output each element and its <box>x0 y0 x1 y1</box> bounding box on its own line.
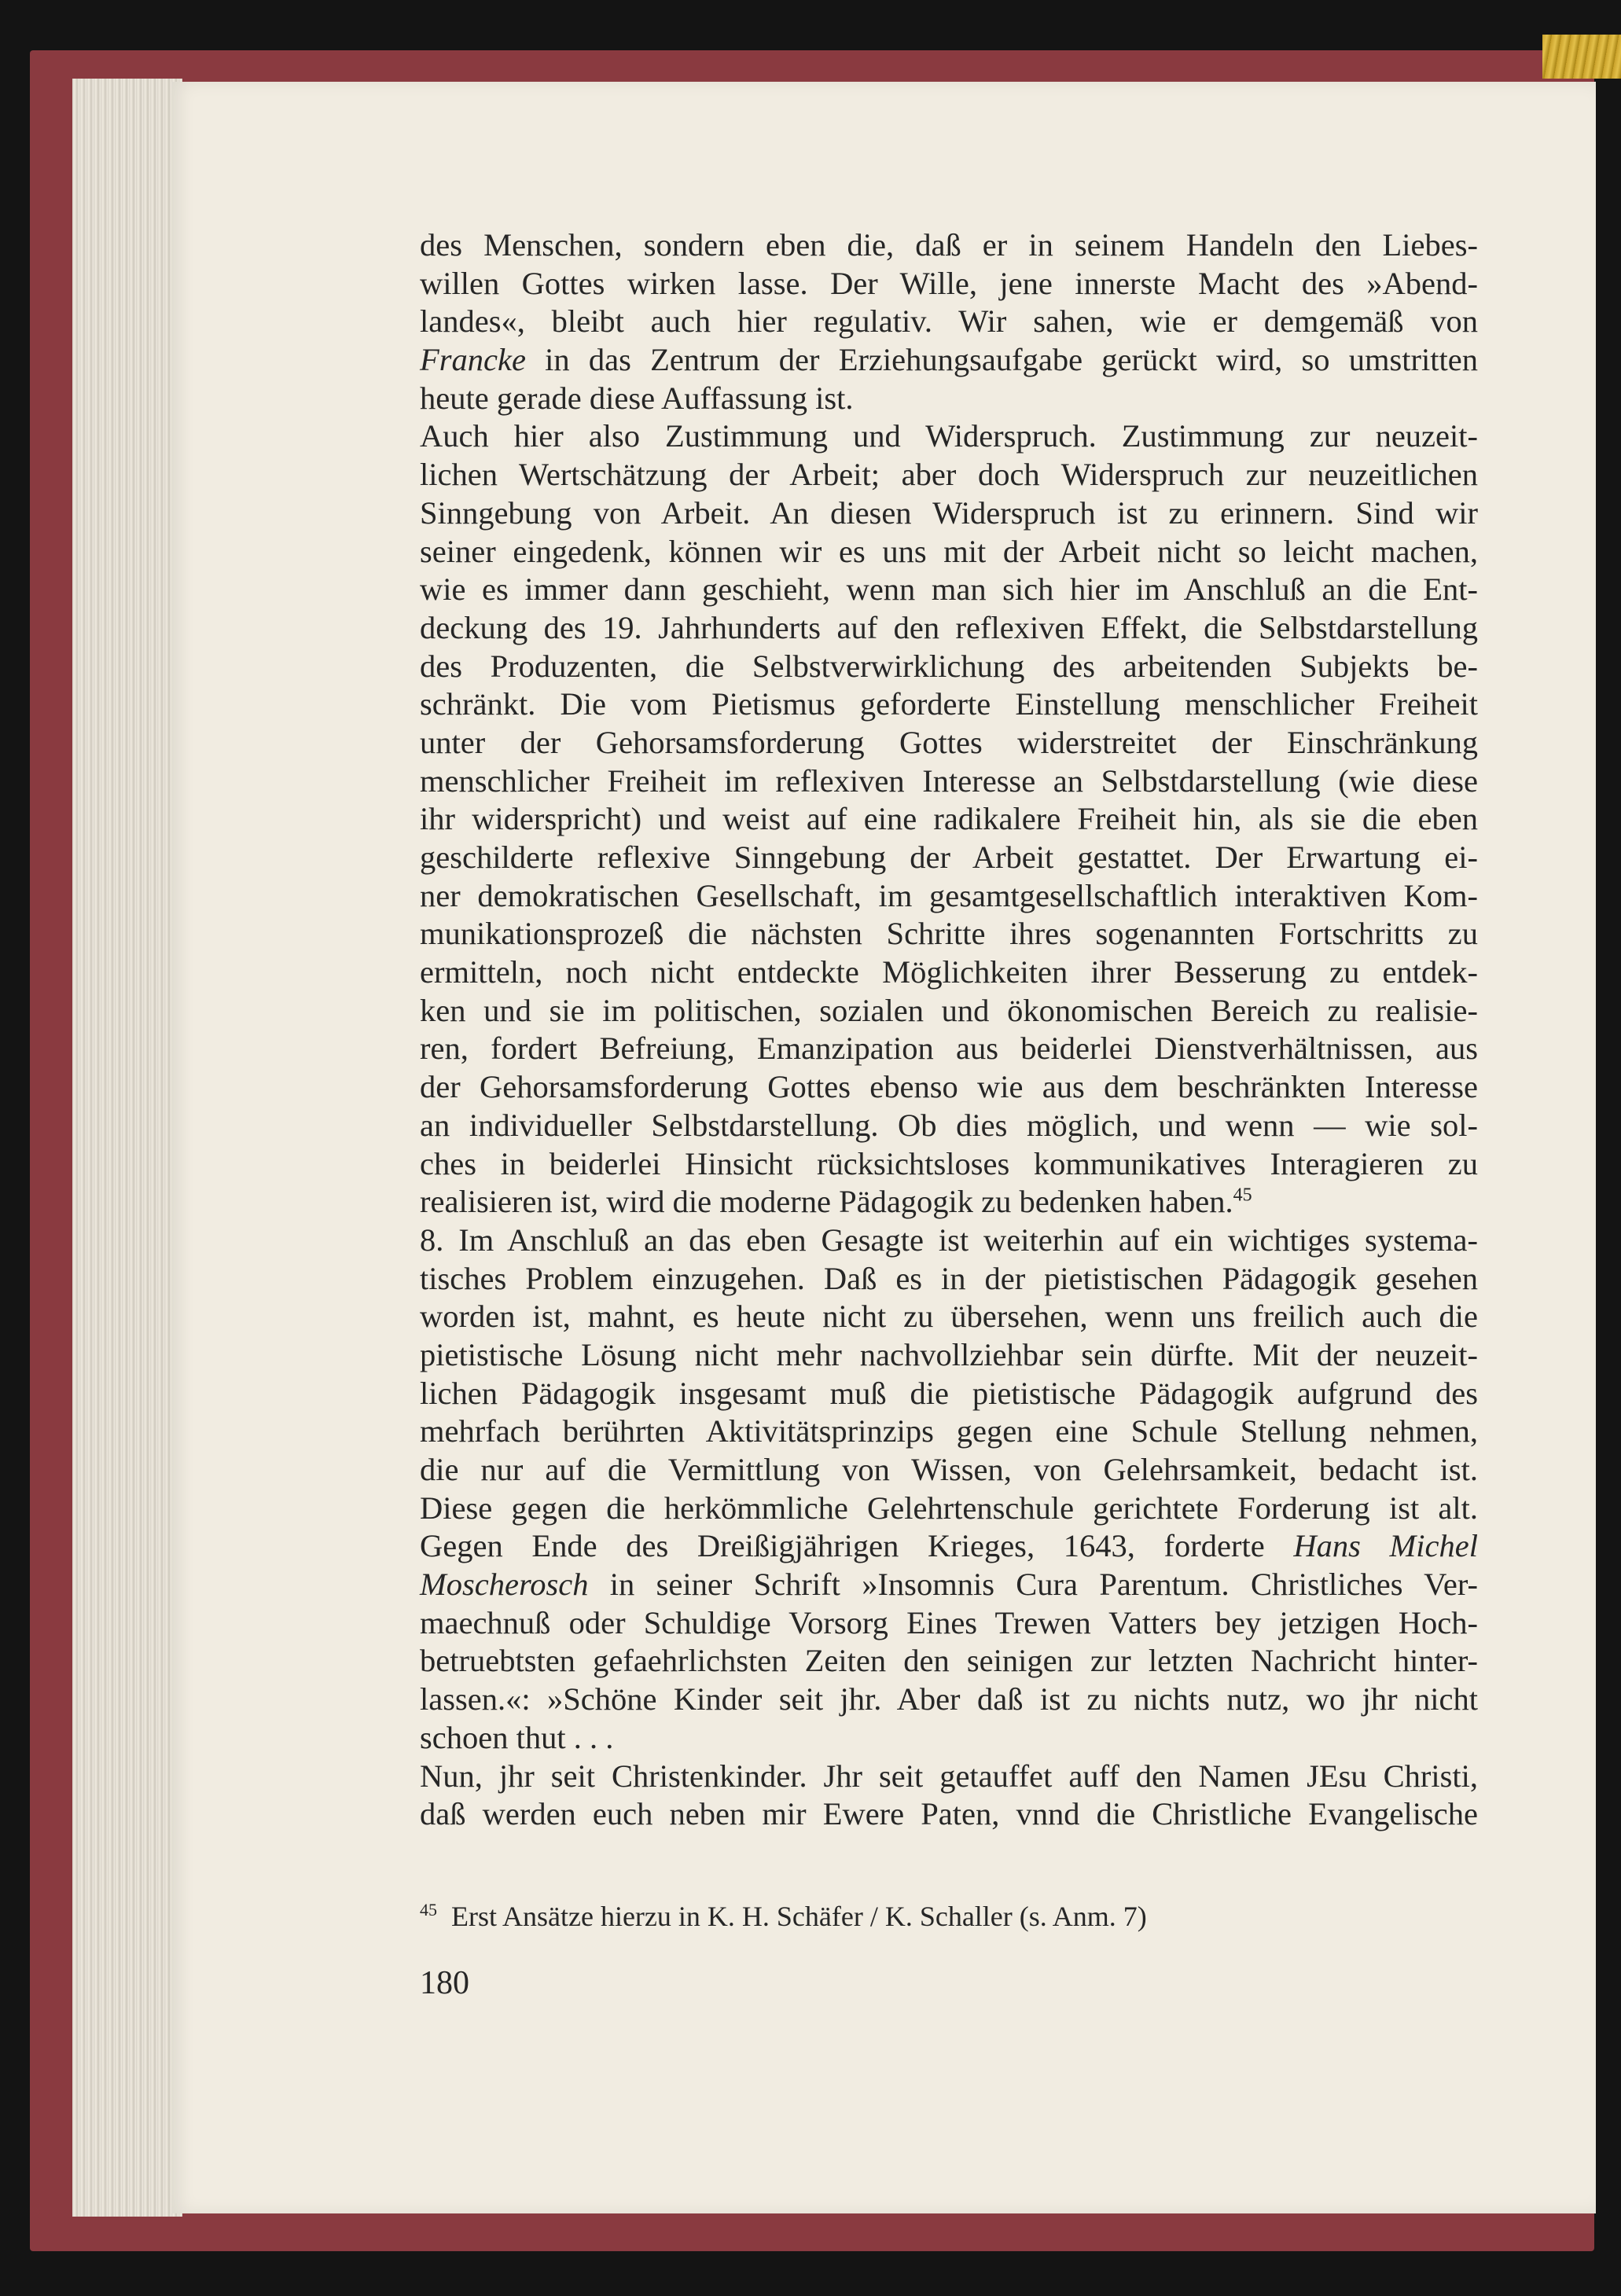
text-line <box>420 1221 1478 1260</box>
text-line <box>420 1795 1478 1834</box>
text-line <box>420 724 1478 762</box>
text-run: ihr widerspricht) und weist auf eine radikalere Freiheit hin, als sie die eben <box>420 801 1478 837</box>
footnote-mark: 45 <box>420 1900 437 1919</box>
text-line <box>420 800 1478 839</box>
text-line <box>420 303 1478 341</box>
text-line <box>420 380 1478 418</box>
text-run: Diese gegen die herkömmliche Gelehrtenschule gerichtete Forderung ist alt. <box>420 1490 1478 1526</box>
text-line <box>420 1375 1478 1413</box>
text-run: menschlicher Freiheit im reflexiven Interesse an Selbstdarstellung (wie diese <box>420 762 1478 799</box>
text-line <box>420 1145 1478 1184</box>
text-run: in seiner Schrift »Insomnis Cura Parentum. Christliches Ver- <box>588 1567 1478 1603</box>
text-line <box>420 1107 1478 1145</box>
footnote-reference[interactable]: 45 <box>1233 1185 1252 1206</box>
text-run: Gegen Ende des Dreißigjährigen Krieges, 1643, forderte <box>420 1528 1294 1564</box>
text-line <box>420 1412 1478 1451</box>
text-run: lichen Pädagogik insgesamt muß die pietistische Pädagogik aufgrund des <box>420 1375 1478 1411</box>
text-line <box>420 494 1478 533</box>
text-run: die nur auf die Vermittlung von Wissen, von Gelehrsamkeit, bedacht ist. <box>420 1452 1478 1487</box>
text-run: Nun, jhr seit Christenkinder. Jhr seit getauffet auff den Namen JEsu Christi, <box>420 1758 1478 1794</box>
text-line <box>420 533 1478 571</box>
text-line <box>420 1298 1478 1336</box>
text-line <box>420 685 1478 724</box>
text-line <box>420 648 1478 686</box>
text-line <box>420 1681 1478 1719</box>
text-line <box>420 417 1478 456</box>
text-line <box>420 1642 1478 1681</box>
text-line <box>420 953 1478 992</box>
ribbon-bookmark <box>1542 35 1621 79</box>
text-line <box>420 456 1478 494</box>
text-run: worden ist, mahnt, es heute nicht zu übersehen, wenn uns freilich auch die <box>420 1299 1478 1335</box>
text-run: lassen.«: »Schöne Kinder seit jhr. Aber daß ist zu nichts nutz, wo jhr nicht <box>420 1681 1478 1717</box>
text-run: der Gehorsamsforderung Gottes ebenso wie aus dem beschränkten Interesse <box>420 1069 1478 1105</box>
text-run: 8. Im Anschluß an das eben Gesagte ist weiterhin auf ein wichtiges systema- <box>420 1221 1478 1258</box>
text-run: mehrfach berührten Aktivitätsprinzips gegen eine Schule Stellung nehmen, <box>420 1413 1478 1449</box>
text-run: deckung des 19. Jahrhunderts auf den reflexiven Effekt, die Selbstdarstellung <box>420 609 1478 645</box>
text-run: schoen thut . . . <box>420 1719 614 1755</box>
text-line <box>420 609 1478 648</box>
text-run: schränkt. Die vom Pietismus geforderte Einstellung menschlicher Freiheit <box>420 686 1478 722</box>
page-number: 180 <box>420 1965 469 2001</box>
text-line <box>420 1451 1478 1490</box>
text-run: lichen Wertschätzung der Arbeit; aber doch Widerspruch zur neuzeitlichen <box>420 457 1478 493</box>
text-line <box>420 1490 1478 1528</box>
text-run: Auch hier also Zustimmung und Widerspruch. Zustimmung zur neuzeit- <box>420 418 1478 454</box>
text-run: ner demokratischen Gesellschaft, im gesamtgesellschaftlich interaktiven Kom- <box>420 877 1478 913</box>
text-run: an individueller Selbstdarstellung. Ob dies möglich, und wenn — wie sol- <box>420 1107 1478 1143</box>
text-line <box>420 571 1478 609</box>
text-run: Sinngebung von Arbeit. An diesen Widerspruch ist zu erinnern. Sind wir <box>420 494 1478 531</box>
text-line <box>420 1068 1478 1107</box>
text-line <box>420 762 1478 801</box>
text-line <box>420 1527 1478 1566</box>
text-run: geschilderte reflexive Sinngebung der Arbeit gestattet. Der Erwartung ei- <box>420 839 1478 875</box>
text-run: heute gerade diese Auffassung ist. <box>420 380 854 416</box>
text-run: ches in beiderlei Hinsicht rücksichtsloses kommunikatives Interagieren zu <box>420 1145 1478 1181</box>
italic-name: Hans Michel <box>1293 1528 1478 1564</box>
text-line <box>420 992 1478 1030</box>
text-line <box>420 1183 1478 1221</box>
footnote <box>420 1901 1478 1932</box>
italic-name: Francke <box>420 342 526 378</box>
text-run: ren, fordert Befreiung, Emanzipation aus beiderlei Dienstverhältnissen, aus <box>420 1030 1478 1067</box>
text-line <box>420 915 1478 953</box>
text-line <box>420 1030 1478 1068</box>
text-run: munikationsprozeß die nächsten Schritte ihres sogenannten Fortschritts zu <box>420 916 1478 952</box>
text-run: daß werden euch neben mir Ewere Paten, vnnd die Christliche Evangelische <box>420 1796 1478 1832</box>
text-line <box>420 341 1478 380</box>
text-run: realisieren ist, wird die moderne Pädagogik zu bedenken haben. <box>420 1184 1233 1220</box>
text-run: seiner eingedenk, können wir es uns mit der Arbeit nicht so leicht machen, <box>420 533 1478 569</box>
text-line <box>420 1566 1478 1604</box>
text-run: ken und sie im politischen, sozialen und ökonomischen Bereich zu realisie- <box>420 992 1478 1028</box>
text-run: unter der Gehorsamsforderung Gottes widerstreitet der Einschränkung <box>420 724 1478 760</box>
text-run: landes«, bleibt auch hier regulativ. Wir sahen, wie er demgemäß von <box>420 303 1478 340</box>
text-run: des Menschen, sondern eben die, daß er in seinem Handeln den Liebes- <box>420 227 1478 263</box>
text-run: pietistische Lösung nicht mehr nachvollziehbar sein dürfte. Mit der neuzeit- <box>420 1336 1478 1372</box>
text-run: tisches Problem einzugehen. Daß es in der pietistischen Pädagogik gesehen <box>420 1260 1478 1296</box>
text-line <box>420 1758 1478 1796</box>
text-run: ermitteln, noch nicht entdeckte Möglichkeiten ihrer Besserung zu entdek- <box>420 954 1478 990</box>
text-run: maechnuß oder Schuldige Vorsorg Eines Trewen Vatters bey jetzigen Hoch- <box>420 1604 1478 1640</box>
page-edges <box>72 79 182 2217</box>
text-line <box>420 1604 1478 1643</box>
text-run: in das Zentrum der Erziehungsaufgabe gerückt wird, so umstritten <box>525 342 1478 378</box>
text-line <box>420 1719 1478 1758</box>
text-line <box>420 1336 1478 1375</box>
body-text <box>420 226 1478 1834</box>
footnote-text: Erst Ansätze hierzu in K. H. Schäfer / K. Schaller (s. Anm. 7) <box>451 1901 1147 1932</box>
text-line <box>420 839 1478 877</box>
text-run: wie es immer dann geschieht, wenn man sich hier im Anschluß an die Ent- <box>420 571 1478 608</box>
text-line <box>420 265 1478 303</box>
italic-name: Moscherosch <box>420 1567 589 1603</box>
text-line <box>420 1260 1478 1299</box>
text-run: willen Gottes wirken lasse. Der Wille, jene innerste Macht des »Abend- <box>420 265 1478 301</box>
text-run: betruebtsten gefaehrlichsten Zeiten den seinigen zur letzten Nachricht hinter- <box>420 1643 1478 1679</box>
text-line <box>420 877 1478 916</box>
text-line <box>420 226 1478 265</box>
text-run: des Produzenten, die Selbstverwirklichung des arbeitenden Subjekts be- <box>420 648 1478 684</box>
